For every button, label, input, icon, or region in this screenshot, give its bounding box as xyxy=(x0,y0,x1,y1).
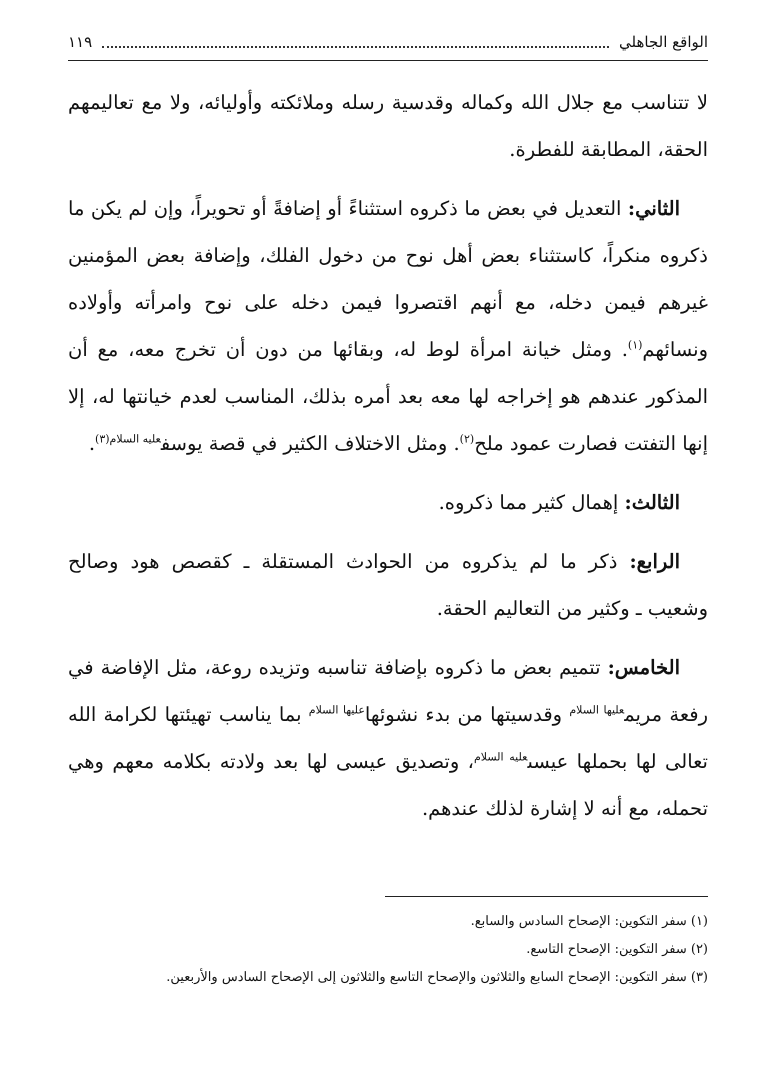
p5-lead: الخامس: xyxy=(607,656,680,679)
p4-lead: الرابع: xyxy=(629,550,680,573)
honorific-yusuf: عليه السلام xyxy=(109,432,161,446)
paragraph-4 xyxy=(68,538,708,632)
page-number: ١١٩ xyxy=(68,33,93,51)
honorific-maryam-2: عليها السلام xyxy=(308,703,365,717)
p2-end: . xyxy=(88,432,96,455)
footnotes xyxy=(68,910,708,994)
leader-dots xyxy=(102,36,609,48)
body-text xyxy=(68,79,708,832)
p1-text: لا تتناسب مع جلال الله وكماله وقدسية رسله وملائكته وأوليائه، ولا مع تعاليمهم الحقة، المطابقة للفطرة. xyxy=(68,91,708,161)
p5-text-c: بما يناسب تهيئتها لكرامة الله تعالى لها بحملها عيسى xyxy=(68,703,708,773)
p4-text: ذكر ما لم يذكروه من الحوادث المستقلة ـ كقصص هود وصالح وشعيب ـ وكثير من التعاليم الحقة. xyxy=(68,550,708,620)
footnote-ref-2: (٢) xyxy=(459,432,475,446)
paragraph-5 xyxy=(68,644,708,832)
footnote-ref-3: (٣) xyxy=(95,432,110,446)
honorific-isa: عليه السلام xyxy=(473,750,528,764)
p3-lead: الثالث: xyxy=(624,491,680,514)
paragraph-2 xyxy=(68,185,708,467)
p2-lead: الثاني: xyxy=(627,197,680,220)
page xyxy=(68,28,708,844)
footnote-divider xyxy=(385,896,708,897)
p2-text-a: التعديل في بعض ما ذكروه استثناءً أو إضافةً أو تحويراً، وإن لم يكن ما ذكروه منكراً، كاستثناء بعض أهل نوح من دخول الفلك، وإضافة بعض المؤمنين غيرهم فيمن دخله، مع أنهم اقتصروا فيمن دخله على نوح وامرأته وأولاده ونسائهم xyxy=(68,197,708,361)
paragraph-3 xyxy=(68,479,708,526)
p3-text: إهمال كثير مما ذكروه. xyxy=(438,491,625,514)
footnote-1: (١) سفر التكوين: الإصحاح السادس والسابع. xyxy=(470,914,708,929)
footnote-2: (٢) سفر التكوين: الإصحاح التاسع. xyxy=(526,942,708,957)
running-title: الواقع الجاهلي xyxy=(619,33,708,51)
footnote-3: (٣) سفر التكوين: الإصحاح السابع والثلاثون والإصحاح التاسع والثلاثون إلى الإصحاح السادس والأربعين. xyxy=(166,970,708,985)
honorific-maryam-1: عليها السلام xyxy=(569,703,625,717)
p5-text-d: ، وتصديق عيسى لها بعد ولادته بكلامه معهم وهي تحمله، مع أنه لا إشارة لذلك عندهم. xyxy=(68,750,708,820)
p5-text-b: وقدسيتها من بدء نشوئها xyxy=(364,703,570,726)
p5-text-a: تتميم بعض ما ذكروه بإضافة تناسبه وتزيده روعة، مثل الإفاضة في رفعة مريم xyxy=(68,656,708,726)
p2-text-b: . ومثل خيانة امرأة لوط له، وبقائها من دون أن تخرج معه، مع أن المذكور عندهم هو إخراجه لها معه بعد أمره بذلك، المناسب لعدم خيانتها له، إلا إنها التفتت فصارت عمود ملح xyxy=(68,338,708,455)
paragraph-1 xyxy=(68,79,708,173)
p2-text-c: . ومثل الاختلاف الكثير في قصة يوسف xyxy=(160,432,460,455)
footnote-ref-1: (١) xyxy=(627,338,643,352)
running-head xyxy=(68,28,708,61)
